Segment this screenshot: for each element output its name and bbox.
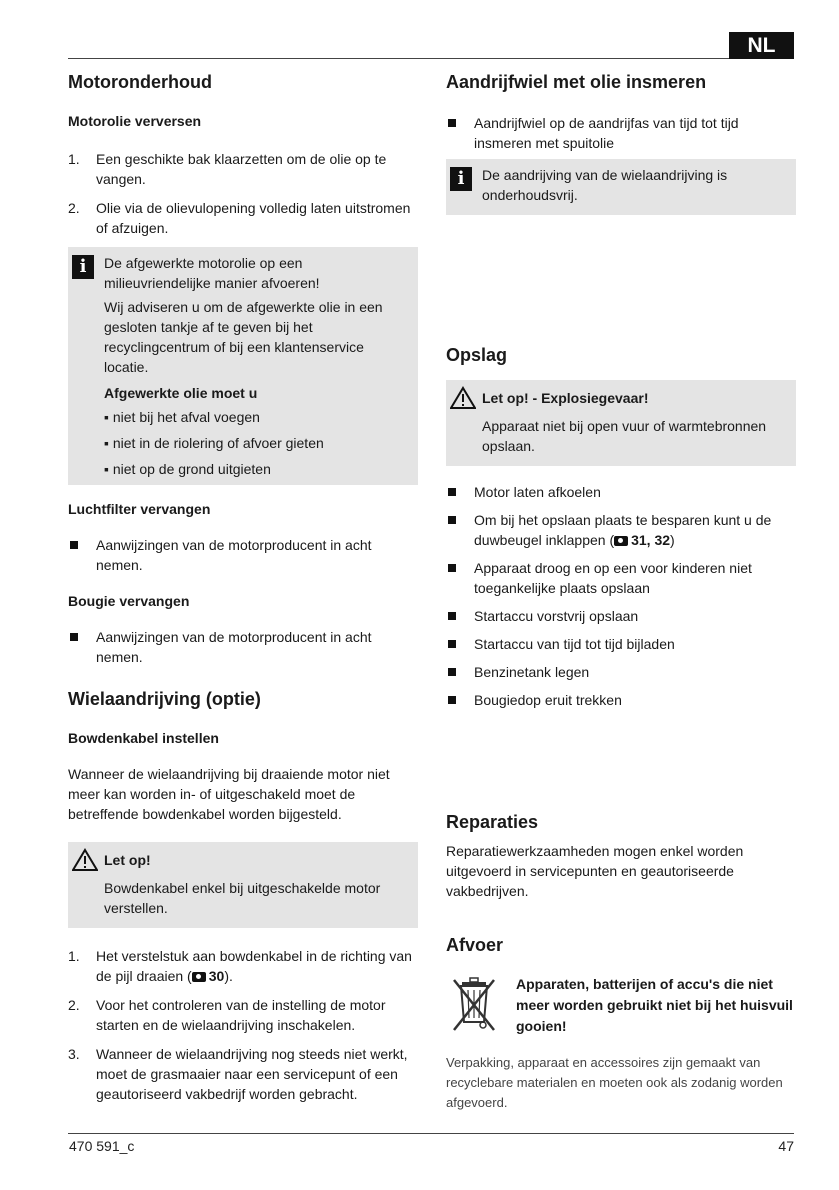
list-item: 2. Olie via de olievulopening volledig laten uitstromen of afzuigen. <box>68 200 411 236</box>
list-item: Startaccu vorstvrij opslaan <box>446 606 796 626</box>
bullet-square-icon <box>448 640 456 648</box>
list-item: Aandrijfwiel op de aandrijfas van tijd tot tijd insmeren met spuitolie <box>446 113 796 153</box>
crossed-bin-icon <box>450 976 498 1034</box>
list-item: 1. Het verstelstuk aan bowdenkabel in de richting van de pijl draaien ( 30). <box>68 948 412 984</box>
camera-icon <box>192 972 206 982</box>
bullet-square-icon <box>448 668 456 676</box>
warning-icon <box>450 386 476 410</box>
list-item: Benzinetank legen <box>446 662 796 682</box>
bougie-list <box>68 627 418 667</box>
bowden-steps <box>68 946 418 1104</box>
list-item: 2. Voor het controleren van de instelling de motor starten en de wielaandrijving inschakelen. <box>68 997 386 1033</box>
bowdenkabel-subheading: Bowdenkabel instellen <box>68 730 219 746</box>
info-icon: i <box>450 167 472 191</box>
list-item: ▪ niet in de riolering of afvoer gieten <box>104 435 324 451</box>
bougie-subheading: Bougie vervangen <box>68 593 190 609</box>
bullet-square-icon <box>448 488 456 496</box>
bullet-square-icon <box>448 564 456 572</box>
bullet-square-icon <box>70 633 78 641</box>
info-icon: i <box>72 255 94 279</box>
info-line2: Wij adviseren u om de afgewerkte olie in een gesloten tankje af te geven bij het recyclingcentrum of bij een klantenservice locatie. <box>104 299 383 375</box>
bullet-square-icon <box>448 516 456 524</box>
warning-text: Bowdenkabel enkel bij uitgeschakelde motor verstellen. <box>104 880 381 916</box>
warning-text: Apparaat niet bij open vuur of warmtebronnen opslaan. <box>482 418 767 454</box>
afvoer-heading: Afvoer <box>446 935 504 955</box>
aandrijf-info-box <box>446 159 796 215</box>
bullet-square-icon <box>448 696 456 704</box>
left-column <box>68 68 418 1113</box>
afvoer-warning: Apparaten, batterijen of accu's die niet meer worden gebruikt niet bij het huisvuil gooien! <box>516 976 793 1034</box>
list-item: Aanwijzingen van de motorproducent in acht nemen. <box>68 535 418 575</box>
bullet-square-icon <box>70 541 78 549</box>
page-number: 47 <box>778 1138 794 1154</box>
right-column <box>446 68 796 1113</box>
luchtfilter-list <box>68 535 418 575</box>
info-dots <box>104 407 410 479</box>
afvoer-paragraph: Verpakking, apparaat en accessoires zijn gemaakt van recyclebare materialen en moeten ook als zodanig worden afgevoerd. <box>446 1055 783 1110</box>
bullet-square-icon <box>448 119 456 127</box>
bullet-square-icon <box>448 612 456 620</box>
motoronderhoud-heading: Motoronderhoud <box>68 72 212 92</box>
list-item: Motor laten afkoelen <box>446 482 796 502</box>
list-item: Startaccu van tijd tot tijd bijladen <box>446 634 796 654</box>
list-item: ▪ niet op de grond uitgieten <box>104 461 271 477</box>
reparaties-heading: Reparaties <box>446 812 539 832</box>
list-item: Aanwijzingen van de motorproducent in acht nemen. <box>68 627 418 667</box>
luchtfilter-subheading: Luchtfilter vervangen <box>68 501 211 517</box>
opslag-heading: Opslag <box>446 345 508 365</box>
info-sub: Afgewerkte olie moet u <box>104 385 258 401</box>
list-item: Om bij het opslaan plaats te besparen kunt u de duwbeugel inklappen ( 31, 32) <box>446 510 796 550</box>
opslag-list <box>446 482 796 710</box>
list-item: Bougiedop eruit trekken <box>446 690 796 710</box>
doc-code: 470 591_c <box>69 1138 135 1154</box>
camera-icon <box>614 536 628 546</box>
header-rule <box>68 58 794 59</box>
motorolie-subheading: Motorolie verversen <box>68 113 202 129</box>
aandrijfwiel-heading: Aandrijfwiel met olie insmeren <box>446 72 707 92</box>
warning-icon <box>72 848 98 872</box>
afvoer-notice <box>446 974 796 1037</box>
info-text: De aandrijving van de wielaandrijving is onderhoudsvrij. <box>482 167 728 203</box>
bowdenkabel-paragraph: Wanneer de wielaandrijving bij draaiende motor niet meer kan worden in- of uitgeschakeld moet de betreffende bowdenkabel worden bijgesteld. <box>68 766 390 822</box>
wielaandrijving-heading: Wielaandrijving (optie) <box>68 689 261 709</box>
aandrijfwiel-list <box>446 113 796 153</box>
list-item: Apparaat droog en op een voor kinderen niet toegankelijke plaats opslaan <box>446 558 796 598</box>
bowden-warning-box <box>68 842 418 928</box>
reparaties-paragraph: Reparatiewerkzaamheden mogen enkel worden uitgevoerd in servicepunten en geautoriseerde vakbedrijven. <box>446 843 744 899</box>
olie-info-box <box>68 247 418 485</box>
opslag-warning-box <box>446 380 796 466</box>
list-item: ▪ niet bij het afval voegen <box>104 409 260 425</box>
warning-title: Let op! - Explosiegevaar! <box>482 390 649 406</box>
warning-title: Let op! <box>104 852 151 868</box>
list-item: 1. Een geschikte bak klaarzetten om de olie op te vangen. <box>68 151 387 187</box>
footer-rule <box>68 1133 794 1134</box>
language-badge: NL <box>729 32 794 59</box>
info-line1: De afgewerkte motorolie op een milieuvriendelijke manier afvoeren! <box>104 255 320 291</box>
list-item: 3. Wanneer de wielaandrijving nog steeds niet werkt, moet de grasmaaier naar een servicepunt of een geautoriseerd vakbedrijf worden gebracht. <box>68 1046 408 1102</box>
olie-steps <box>68 149 418 238</box>
